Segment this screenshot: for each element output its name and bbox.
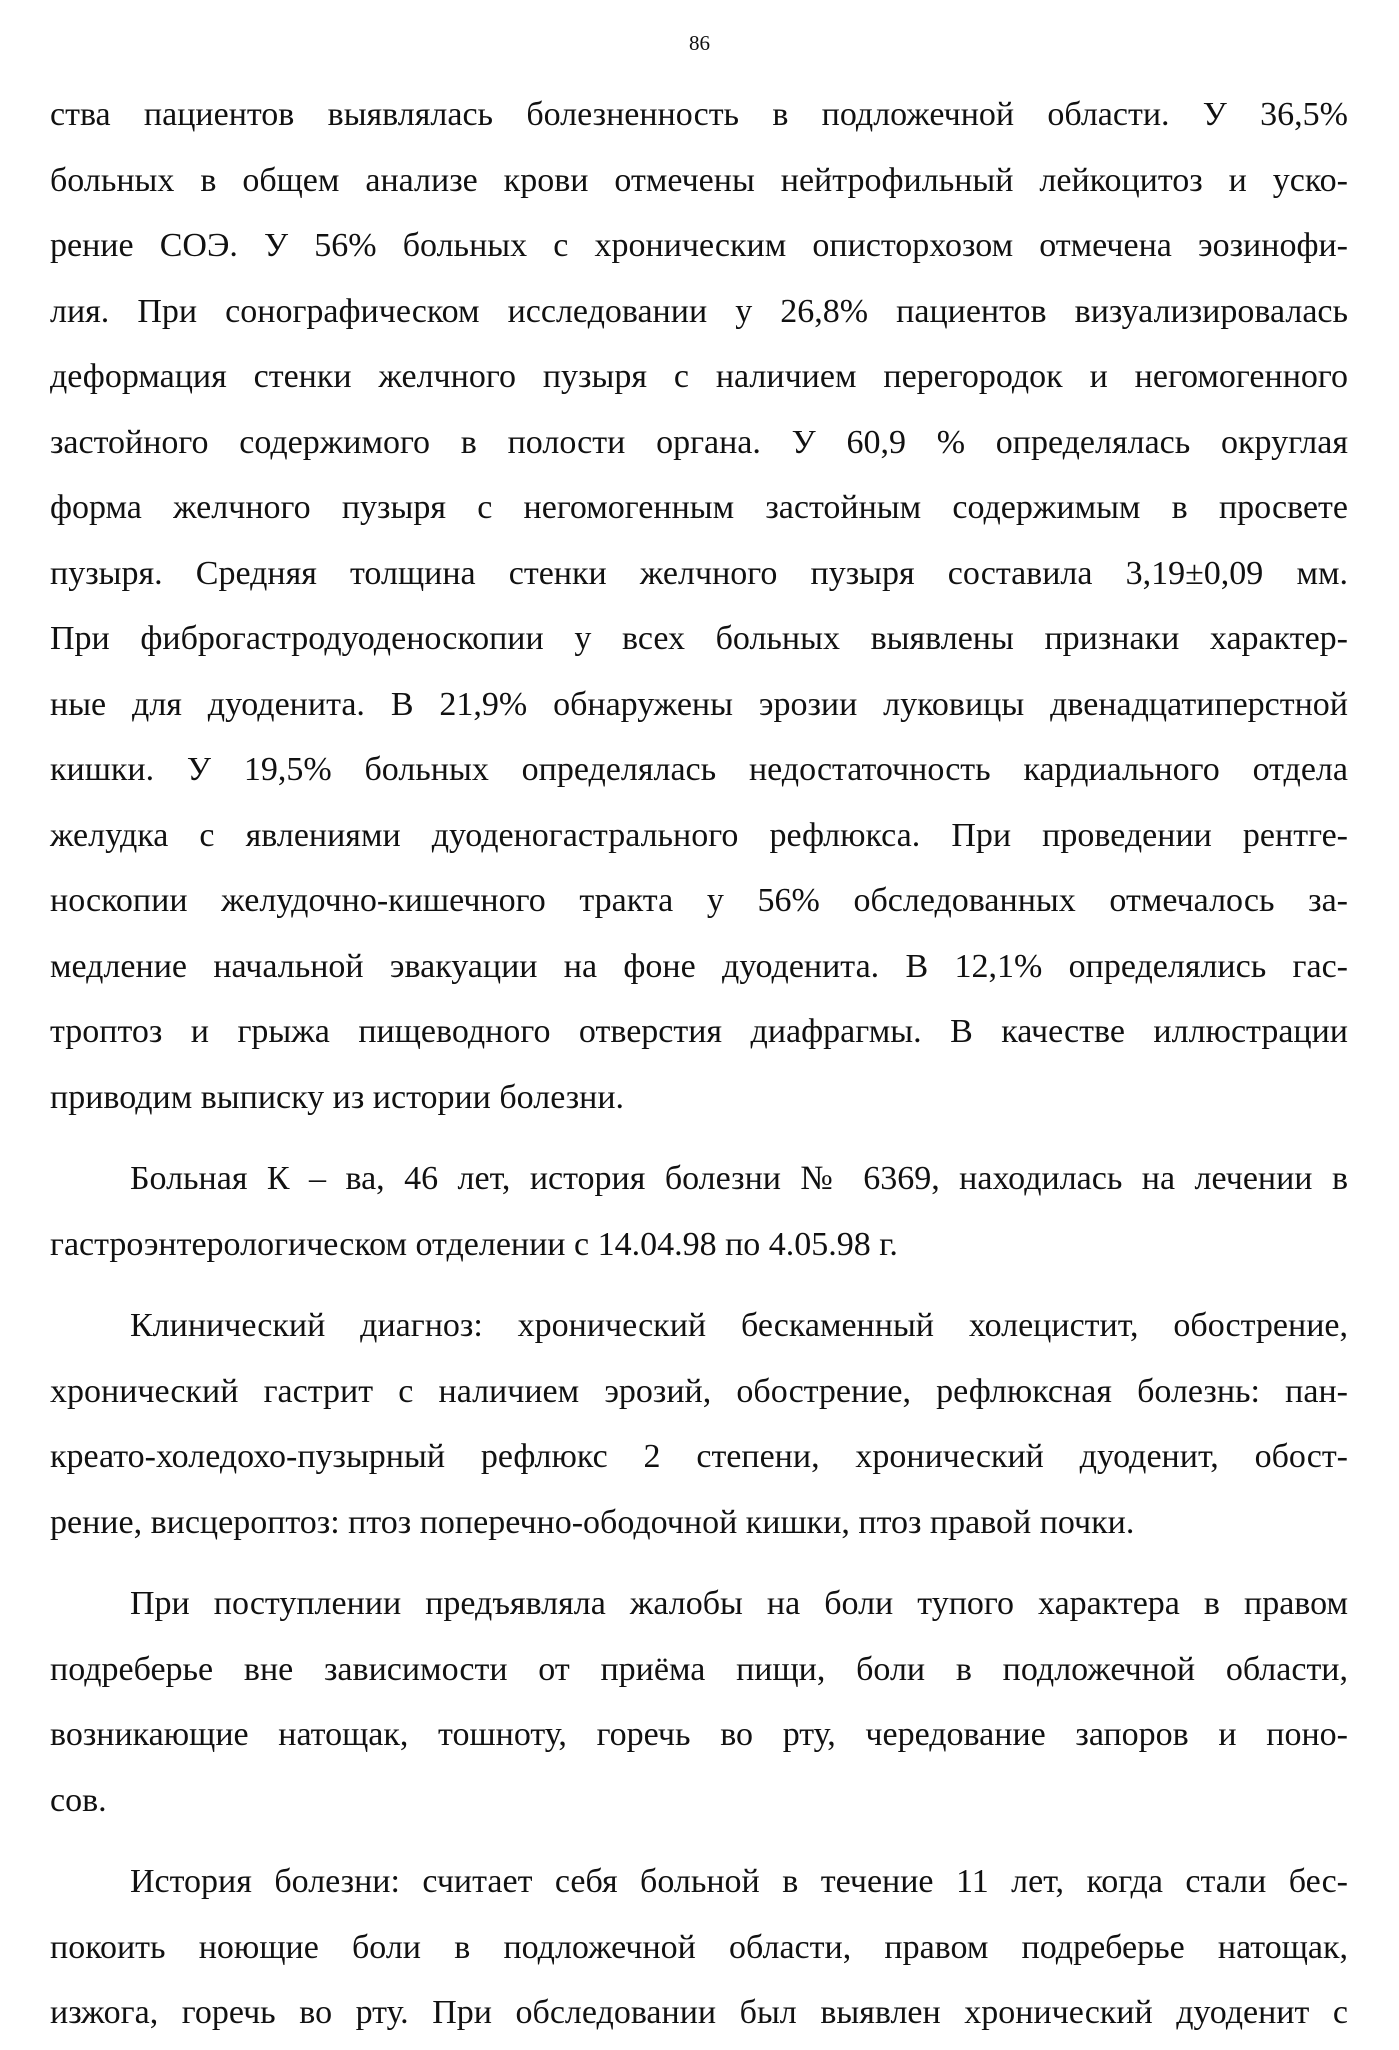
text-line: подреберье вне зависимости от приёма пищи, боли в подложечной области,: [50, 1650, 1348, 1688]
text-line: кишки. У 19,5% больных определялась недостаточность кардиального отдела: [50, 751, 1348, 788]
paragraph-diagnosis: [50, 1293, 1348, 1555]
page-number: 86: [689, 31, 710, 55]
text-line: пузыря. Средняя толщина стенки желчного пузыря составила 3,19±0,09 мм.: [50, 554, 1348, 592]
body-text: [50, 82, 1348, 2046]
text-line: форма желчного пузыря с негомогенным застойным содержимым в просвете: [50, 489, 1348, 526]
text-line: медление начальной эвакуации на фоне дуоденита. В 12,1% определялись гас-: [50, 947, 1348, 985]
text-line: возникающие натощак, тошноту, горечь во рту, чередование запоров и поно-: [50, 1716, 1348, 1753]
paragraph-complaints: [50, 1571, 1348, 1833]
paragraph-findings: [50, 82, 1348, 1130]
text-line: больных в общем анализе крови отмечены нейтрофильный лейкоцитоз и уско-: [50, 161, 1348, 199]
text-line: хронический гастрит с наличием эрозий, обострение, рефлюксная болезнь: пан-: [50, 1372, 1348, 1410]
text-line: гастроэнтерологическом отделении с 14.04.98 по 4.05.98 г.: [50, 1225, 898, 1263]
text-line: застойного содержимого в полости органа. У 60,9 % определялась округлая: [50, 423, 1348, 461]
text-line: При фиброгастродуоденоскопии у всех больных выявлены признаки характер-: [50, 620, 1348, 657]
text-line: Клинический диагноз: хронический бескаменный холецистит, обострение,: [130, 1307, 1348, 1344]
text-line: приводим выписку из истории болезни.: [50, 1078, 625, 1116]
text-line: покоить ноющие боли в подложечной области, правом подреберье натощак,: [50, 1928, 1348, 1966]
text-line: креато-холедохо-пузырный рефлюкс 2 степени, хронический дуоденит, обост-: [50, 1438, 1348, 1475]
text-line: ные для дуоденита. В 21,9% обнаружены эрозии луковицы двенадцатиперстной: [50, 685, 1348, 723]
text-line: носкопии желудочно-кишечного тракта у 56% обследованных отмечалось за-: [50, 882, 1348, 919]
text-line: сов.: [50, 1781, 107, 1819]
text-line: рение, висцероптоз: птоз поперечно-ободочной кишки, птоз правой почки.: [50, 1503, 1135, 1541]
text-line: изжога, горечь во рту. При обследовании был выявлен хронический дуоденит с: [50, 1994, 1348, 2031]
paragraph-patient-intro: [50, 1146, 1348, 1277]
text-line: Больная К – ва, 46 лет, история болезни № 6369, находилась на лечении в: [130, 1160, 1348, 1197]
text-line: История болезни: считает себя больной в течение 11 лет, когда стали бес-: [130, 1863, 1348, 1900]
text-line: ства пациентов выявлялась болезненность в подложечной области. У 36,5%: [50, 96, 1348, 133]
paragraph-history: [50, 1849, 1348, 2046]
text-line: лия. При сонографическом исследовании у 26,8% пациентов визуализировалась: [50, 292, 1348, 330]
text-line: деформация стенки желчного пузыря с наличием перегородок и негомогенного: [50, 358, 1348, 395]
text-line: рение СОЭ. У 56% больных с хроническим описторхозом отмечена эозинофи-: [50, 227, 1348, 264]
text-line: При поступлении предъявляла жалобы на боли тупого характера в правом: [130, 1585, 1348, 1622]
text-line: желудка с явлениями дуоденогастрального рефлюкса. При проведении рентге-: [50, 816, 1348, 854]
text-line: троптоз и грыжа пищеводного отверстия диафрагмы. В качестве иллюстрации: [50, 1013, 1348, 1050]
